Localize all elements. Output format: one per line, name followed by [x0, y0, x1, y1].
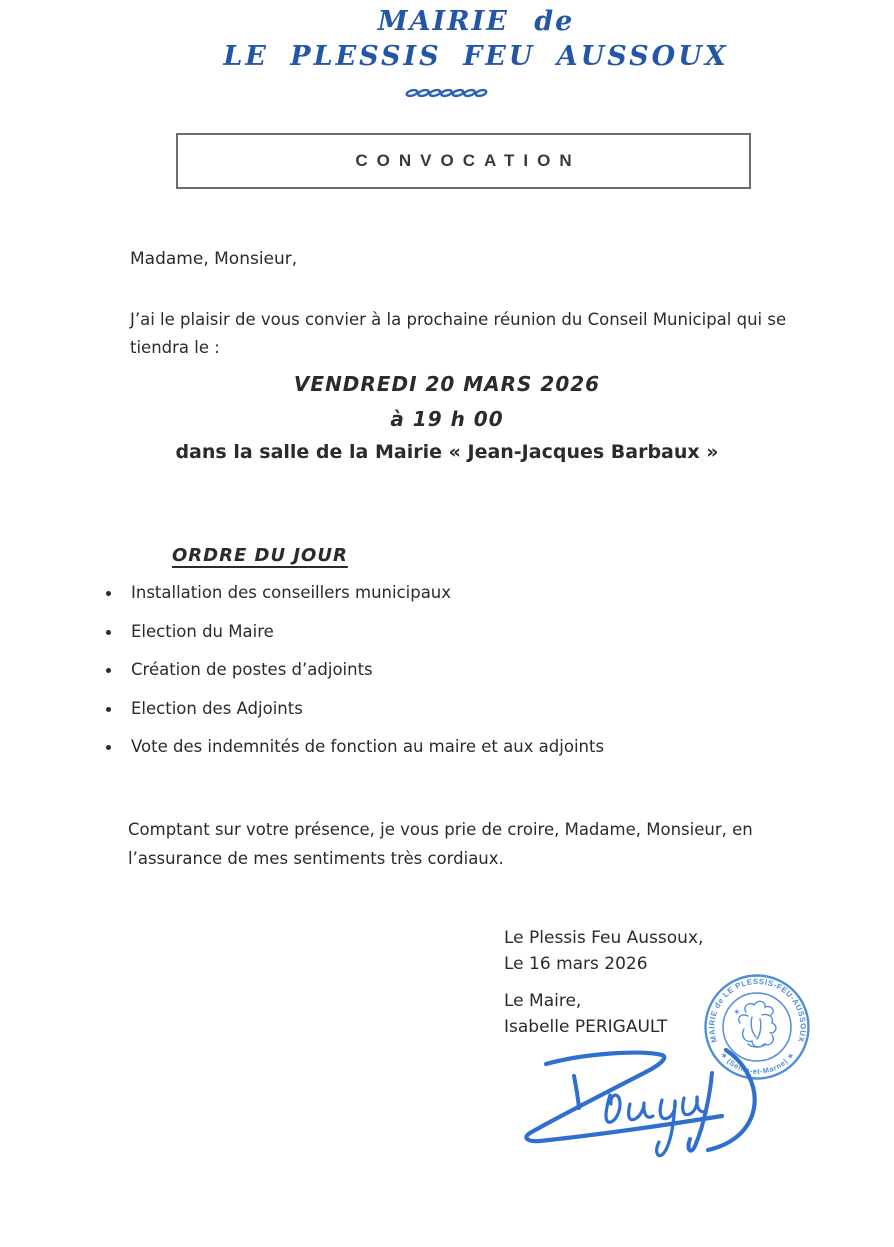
convocation-title: CONVOCATION	[355, 151, 581, 170]
intro-line1: J’ai le plaisir de vous convier à la prochaine réunion du Conseil Municipal qui se	[130, 310, 787, 329]
meeting-time: à 19 h 00	[390, 407, 504, 431]
agenda-item: Election des Adjoints	[103, 700, 783, 718]
letterhead-line1: MAIRIE de	[377, 6, 575, 37]
agenda-item: Création de postes d’adjoints	[103, 661, 783, 679]
signoff-block	[504, 925, 703, 1040]
stamp-star-icon: ✶	[733, 1008, 741, 1018]
stamp-top-text: MAIRIE de LE PLESSIS-FEU-AUSSOUX	[707, 976, 808, 1044]
agenda-title: ORDRE DU JOUR	[172, 545, 348, 566]
signoff-place: Le Plessis Feu Aussoux,	[504, 928, 704, 948]
agenda-list	[103, 584, 783, 777]
chain-divider-ornament	[405, 85, 489, 101]
closing-line1: Comptant sur votre présence, je vous prie de croire, Madame, Monsieur, en	[128, 820, 753, 839]
closing-line2: l’assurance de mes sentiments très cordiaux.	[128, 848, 504, 868]
intro-paragraph	[130, 306, 810, 362]
meeting-date: VENDREDI 20 MARS 2026	[293, 372, 601, 396]
closing-paragraph	[128, 816, 818, 873]
agenda-item: Installation des conseillers municipaux	[103, 584, 783, 602]
signoff-name: Isabelle PERIGAULT	[504, 1017, 668, 1037]
stamp-bottom-text: ✶ (Seine-et-Marne) ✶	[718, 1050, 797, 1076]
mayor-signature	[516, 1040, 786, 1172]
intro-line2: tiendra le :	[130, 338, 220, 357]
agenda-item: Election du Maire	[103, 623, 783, 641]
signoff-role: Le Maire,	[504, 991, 582, 1011]
convocation-title-box	[176, 133, 751, 189]
signoff-date: Le 16 mars 2026	[504, 954, 648, 974]
meeting-place: dans la salle de la Mairie « Jean-Jacques Barbaux »	[175, 441, 719, 463]
agenda-item: Vote des indemnités de fonction au maire et aux adjoints	[103, 738, 783, 756]
letterhead-line2: LE PLESSIS FEU AUSSOUX	[223, 41, 729, 72]
salutation: Madame, Monsieur,	[130, 249, 298, 269]
